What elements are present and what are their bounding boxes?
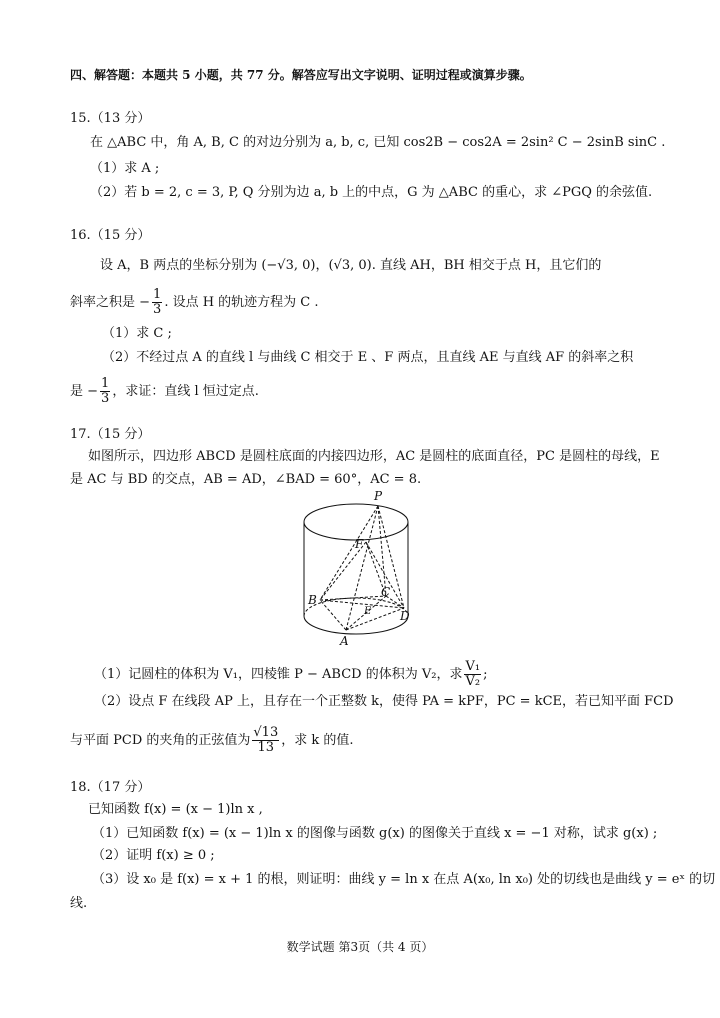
label-E: E [364, 606, 372, 617]
edge-PB [320, 506, 378, 600]
q18-line-5: 线. [70, 896, 88, 911]
q16-line-5-post: ，求证：直线 l 恒过定点. [112, 384, 259, 399]
q16-line-3: （1）求 C ; [102, 326, 172, 341]
q15-line-1: 在 △ABC 中，角 A, B, C 的对边分别为 a, b, c, 已知 cos2B − cos2A = 2sin² C − 2sinB sinC . [90, 135, 666, 150]
label-P: P [374, 489, 383, 503]
label-B: B [308, 593, 317, 607]
q17-line-4: （2）设点 F 在线段 AP 上，且存在一个正整数 k，使得 PA = kPF，PC = kCE，若已知平面 FCD [94, 694, 674, 709]
cylinder-bottom-front-arc [304, 616, 408, 634]
q17-line-5 [70, 726, 354, 755]
section-header: 四、解答题：本题共 5 小题，共 77 分。解答应写出文字说明、证明过程或演算步骤。 [70, 68, 532, 82]
cylinder-top-ellipse [304, 504, 408, 540]
q18-line-1: 已知函数 f(x) = (x − 1)ln x , [88, 802, 263, 817]
q15-line-2: （1）求 A ; [90, 161, 160, 176]
fraction-denominator: V₂ [465, 674, 481, 689]
hidden-edges [320, 506, 404, 630]
edge-AB [320, 600, 346, 630]
diagonal-BD [320, 600, 404, 608]
q16-heading: 16.（15 分） [70, 228, 151, 243]
page-footer: 数学试题 第3页（共 4 页） [286, 940, 434, 954]
fraction-numerator: V₁ [465, 659, 481, 674]
q16-line-2 [70, 288, 319, 317]
q17-line-5-post: ，求 k 的值. [281, 733, 354, 748]
edge-PA [346, 506, 378, 630]
q16-line-5-pre: 是 − [70, 384, 99, 399]
q17-line-1: 如图所示，四边形 ABCD 是圆柱底面的内接四边形，AC 是圆柱的底面直径，PC 是圆柱的母线，E [88, 449, 660, 464]
label-A: A [340, 634, 349, 648]
q17-line-2: 是 AC 与 BD 的交点，AB = AD，∠BAD = 60°，AC = 8. [70, 472, 422, 487]
q17-line-3 [94, 660, 487, 689]
q17-line-3-pre: （1）记圆柱的体积为 V₁，四棱锥 P − ABCD 的体积为 V₂，求 [94, 667, 463, 682]
fraction [464, 660, 481, 689]
fraction-denominator: 3 [153, 302, 162, 317]
q16-line-5 [70, 377, 259, 406]
edge-AD [346, 608, 404, 630]
fraction [252, 726, 279, 755]
q17-heading: 17.（15 分） [70, 427, 151, 442]
q16-line-2-post: . 设点 H 的轨迹方程为 C . [164, 295, 319, 310]
q15-line-3: （2）若 b = 2, c = 3, P, Q 分别为边 a, b 上的中点，G 为 △ABC 的重心，求 ∠PGQ 的余弦值. [90, 185, 653, 200]
q16-line-1: 设 A，B 两点的坐标分别为 (−√3, 0)，(√3, 0). 直线 AH，BH 相交于点 H，且它们的 [100, 258, 602, 273]
label-F: F [355, 537, 364, 551]
fraction [100, 377, 110, 406]
fraction-numerator: 1 [153, 287, 162, 302]
label-C: C [381, 585, 391, 599]
q16-line-2-pre: 斜率之积是 − [70, 295, 151, 310]
fraction [152, 288, 162, 317]
q18-line-4: （3）设 x₀ 是 f(x) = x + 1 的根，则证明：曲线 y = ln x 在点 A(x₀, ln x₀) 处的切线也是曲线 y = eˣ 的切 [92, 872, 716, 887]
label-D: D [400, 609, 410, 623]
q15-heading: 15.（13 分） [70, 111, 151, 126]
q16-line-4: （2）不经过点 A 的直线 l 与曲线 C 相交于 E 、F 两点，且直线 AE 与直线 AF 的斜率之积 [102, 350, 634, 365]
edge-PC [378, 506, 386, 596]
fraction-denominator: 13 [257, 740, 275, 755]
fraction-numerator: √13 [253, 725, 279, 740]
q18-heading: 18.（17 分） [70, 780, 151, 795]
q17-line-5-pre: 与平面 PCD 的夹角的正弦值为 [70, 733, 251, 748]
q18-line-2: （1）已知函数 f(x) = (x − 1)ln x 的图像与函数 g(x) 的图像关于直线 x = −1 对称，试求 g(x) ; [92, 826, 658, 841]
q18-line-3: （2）证明 f(x) ≥ 0 ; [92, 848, 215, 863]
fraction-denominator: 3 [101, 391, 110, 406]
fraction-numerator: 1 [101, 376, 110, 391]
q17-line-3-post: ; [483, 667, 488, 682]
cylinder-pyramid-figure [298, 488, 418, 650]
